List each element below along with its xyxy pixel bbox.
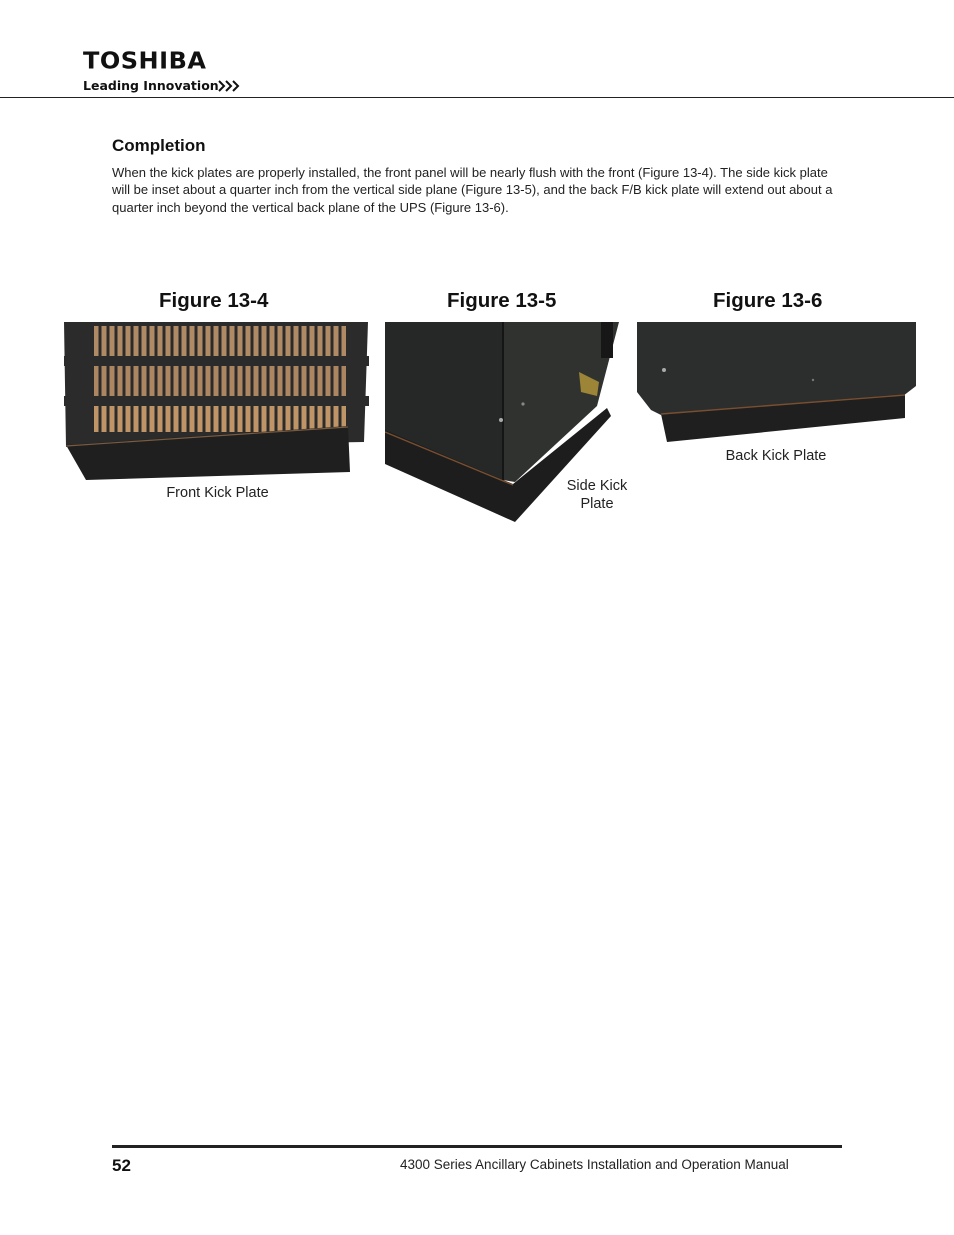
figure-13-5-title: Figure 13-5 [447, 289, 557, 312]
figure-13-6-title: Figure 13-6 [713, 289, 823, 312]
footer-divider [112, 1145, 842, 1148]
figure-13-4-title: Figure 13-4 [159, 289, 269, 312]
header-divider [0, 97, 954, 98]
figure-13-4-photo-front-kick-plate [64, 322, 369, 482]
figure-13-5-caption-line1: Side Kick [566, 478, 628, 494]
tagline: Leading Innovation [83, 78, 219, 93]
toshiba-logo: TOSHIBA [83, 47, 207, 75]
figure-13-5-caption [555, 477, 639, 513]
triple-chevron-right-icon [218, 79, 242, 93]
figure-13-4-caption: Front Kick Plate [166, 485, 269, 501]
section-title: Completion [112, 136, 206, 155]
document-title: 4300 Series Ancillary Cabinets Installation and Operation Manual [400, 1157, 789, 1172]
figure-13-6-photo-back-kick-plate [637, 322, 916, 442]
figure-13-6-caption: Back Kick Plate [725, 448, 827, 464]
figure-13-5-caption-line2: Plate [580, 496, 614, 512]
section-body: When the kick plates are properly installed, the front panel will be nearly flush with the front (Figure 13-4). The side kick plate will be inset about a quarter inch from the vertical side plane (Figure 13-5), and the back F/B kick plate will extend out about a quarter inch beyond the vertical back plane of the UPS (Figure 13-6). [112, 165, 833, 215]
page-number: 52 [112, 1156, 131, 1175]
